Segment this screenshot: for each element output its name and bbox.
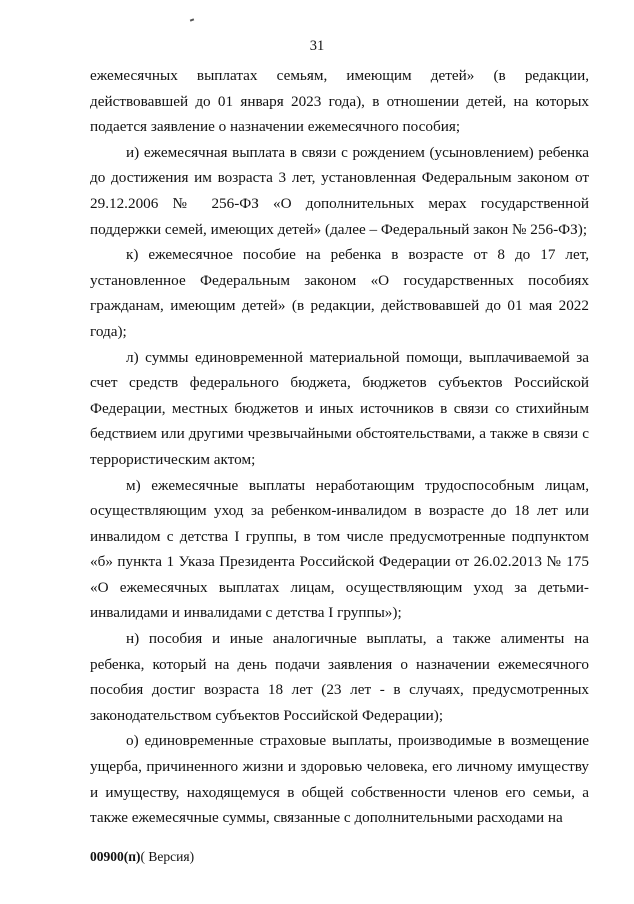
paragraph-item-o: о) единовременные страховые выплаты, производимые в возмещение ущерба, причиненного жизни и здоровью человека, его личному имуществу и имуществу, находящемуся в общей собственности членов его семьи, а также ежемесячные суммы, связанные с дополнительными расходами на xyxy=(90,732,589,827)
paragraph-item-l: л) суммы единовременной материальной помощи, выплачиваемой за счет средств федерального бюджета, бюджетов субъектов Российской Федерации, местных бюджетов и иных источников в связи со стихийным бедствием или другими чрезвычайными обстоятельствами, а также в связи с террористическим актом; xyxy=(90,348,589,468)
paragraph-item-m: м) ежемесячные выплаты неработающим трудоспособным лицам, осуществляющим уход за ребенком-инвалидом в возрасте до 18 лет или инвалидом с детства I группы, в том числе предусмотренные подпунктом «б» пункта 1 Указа Президента Российской Федерации от 26.02.2013 № 175 «О ежемесячных выплатах лицам, осуществляющим уход за детьми-инвалидами и инвалидами с детства I группы»); xyxy=(90,476,589,622)
scan-speck xyxy=(190,18,194,21)
paragraph-item-n: н) пособия и иные аналогичные выплаты, а также алименты на ребенка, который на день подачи заявления о назначении ежемесячного пособия достиг возраста 18 лет (23 лет - в случаях, предусмотренных законодательством субъектов Российской Федерации); xyxy=(90,630,589,724)
document-body xyxy=(90,63,589,831)
paragraph-item-i: и) ежемесячная выплата в связи с рождением (усыновлением) ребенка до достижения им возраста 3 лет, установленная Федеральным законом от 29.12.2006 № 256-ФЗ «О дополнительных мерах государственной поддержки семей, имеющих детей» (далее – Федеральный закон № 256-ФЗ); xyxy=(90,143,589,238)
version-label: ( Версия) xyxy=(140,849,195,864)
page-number: 31 xyxy=(309,38,325,54)
footer xyxy=(90,849,194,865)
paragraph-item-k: к) ежемесячное пособие на ребенка в возрасте от 8 до 17 лет, установленное Федеральным законом «О государственных пособиях гражданам, имеющим детей» (в редакции, действовавшей до 01 мая 2022 года); xyxy=(90,246,589,340)
document-code: 00900(п) xyxy=(90,849,141,864)
paragraph-continuation: ежемесячных выплатах семьям, имеющим детей» (в редакции, действовавшей до 01 января 2023 года), в отношении детей, на которых подается заявление о назначении ежемесячного пособия; xyxy=(90,67,589,136)
